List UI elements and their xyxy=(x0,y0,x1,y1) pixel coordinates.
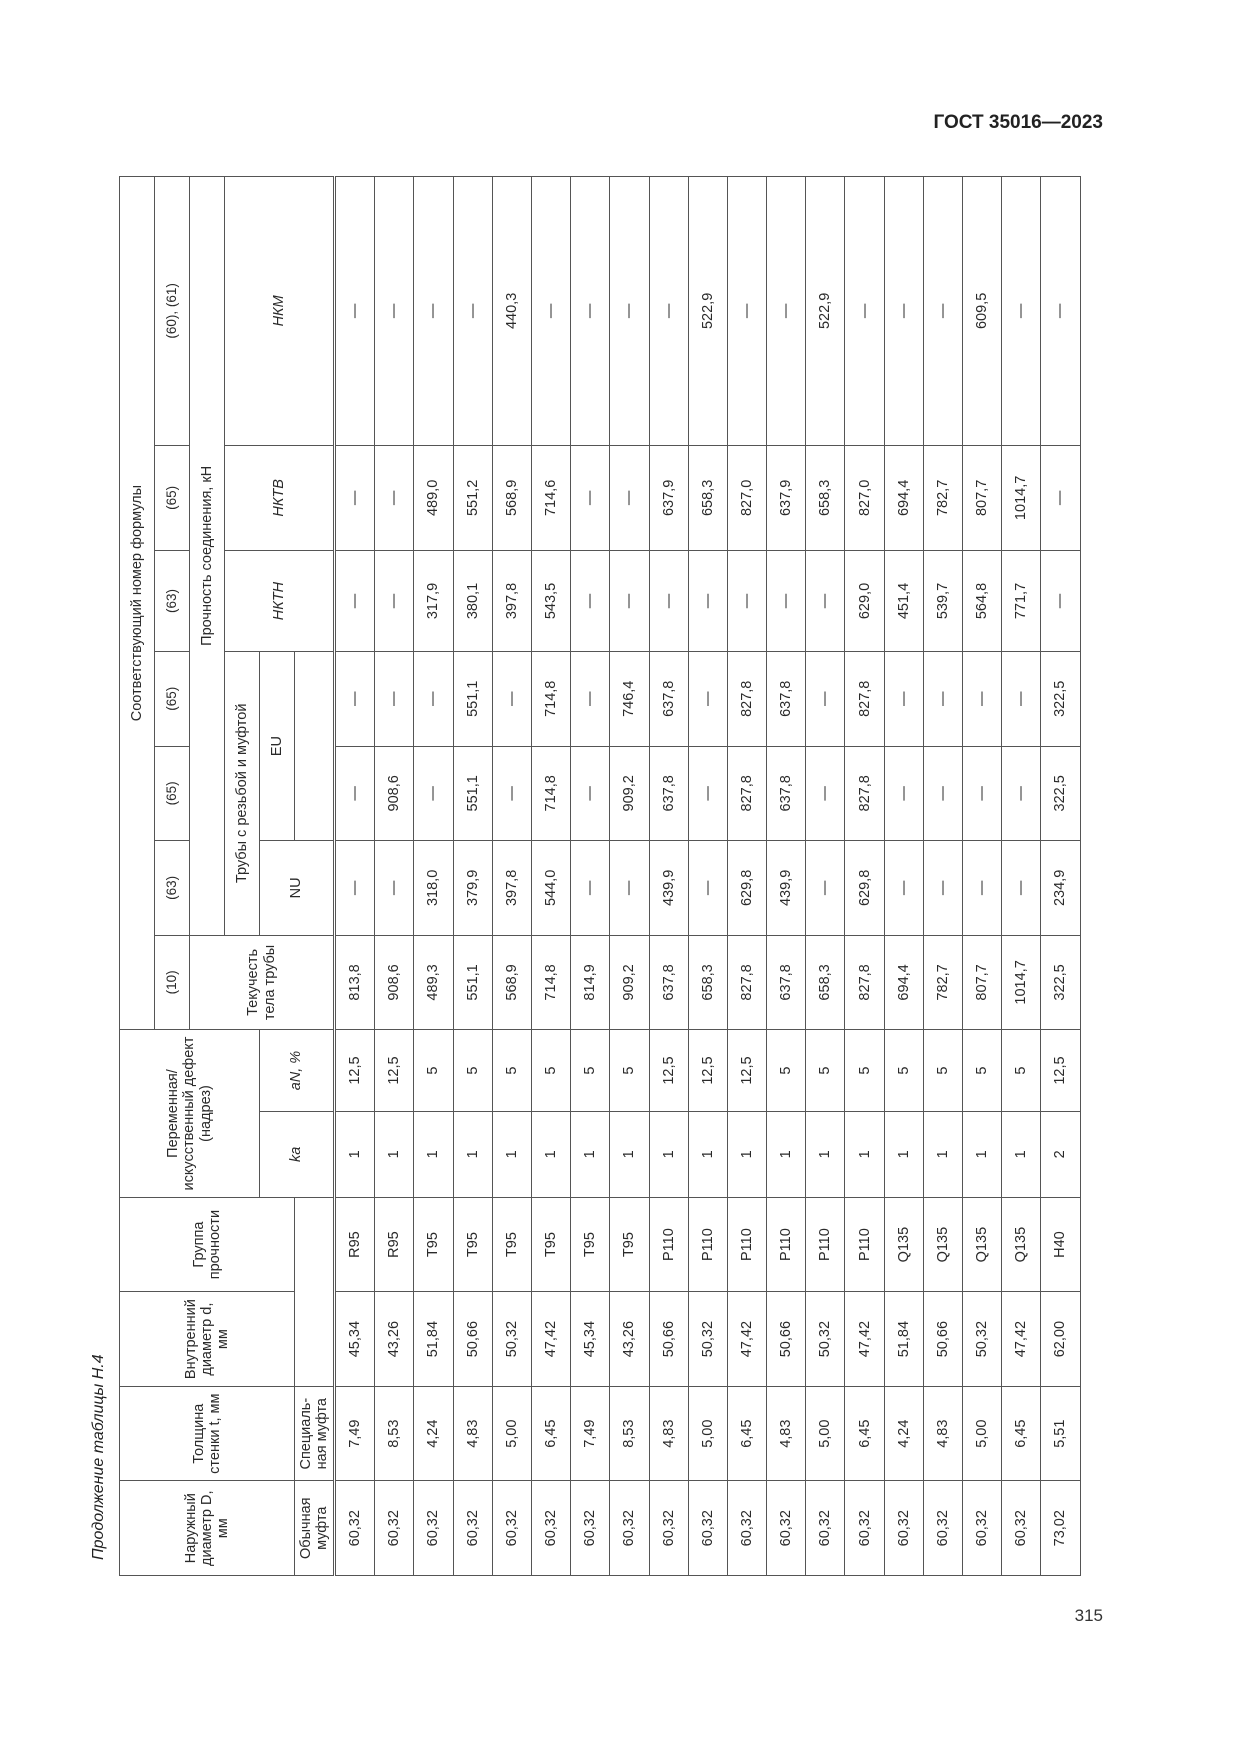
table-cell: 5,51 xyxy=(1041,1386,1080,1481)
table-cell: 322,5 xyxy=(1041,746,1080,841)
table-cell: 771,7 xyxy=(1002,551,1041,652)
table-cell: 50,32 xyxy=(806,1292,845,1387)
header-defect: Переменная/ искусственный дефект (надрез) xyxy=(120,1030,260,1198)
table-cell: 629,8 xyxy=(845,841,884,936)
table-cell: 1014,7 xyxy=(1002,935,1041,1030)
table-row xyxy=(845,177,884,1576)
table-cell: 2 xyxy=(1041,1111,1080,1197)
table-cell: 4,83 xyxy=(923,1386,962,1481)
table-cell: 1 xyxy=(806,1111,845,1197)
header-threaded-coupled: Трубы с резьбой и муфтой xyxy=(225,652,260,936)
table-cell: 50,32 xyxy=(688,1292,727,1387)
table-cell: 1 xyxy=(375,1111,414,1197)
table-cell: T95 xyxy=(492,1197,531,1292)
table-cell: 5 xyxy=(531,1030,570,1112)
table-cell: 47,42 xyxy=(531,1292,570,1387)
table-cell: 5 xyxy=(767,1030,806,1112)
table-cell: 7,49 xyxy=(571,1386,610,1481)
table-cell: — xyxy=(727,551,766,652)
table-cell: — xyxy=(884,652,923,747)
table-cell: 45,34 xyxy=(571,1292,610,1387)
header-formula-65: (65) xyxy=(155,652,190,747)
table-cell: 322,5 xyxy=(1041,935,1080,1030)
table-cell: 51,84 xyxy=(884,1292,923,1387)
header-formula-65: (65) xyxy=(155,445,190,550)
table-cell: — xyxy=(492,652,531,747)
table-cell: 4,24 xyxy=(884,1386,923,1481)
table-cell: 5 xyxy=(492,1030,531,1112)
table-cell: — xyxy=(610,177,649,446)
header-nu: NU xyxy=(260,841,335,936)
table-cell: 60,32 xyxy=(649,1481,688,1576)
header-regular-coupling: Обычная муфта xyxy=(295,1481,335,1576)
table-cell: 60,32 xyxy=(335,1481,375,1576)
table-cell: 1 xyxy=(727,1111,766,1197)
table-cell: 1 xyxy=(1002,1111,1041,1197)
table-cell: 551,1 xyxy=(453,746,492,841)
table-cell: Q135 xyxy=(923,1197,962,1292)
table-cell: 12,5 xyxy=(688,1030,727,1112)
table-cell: 5 xyxy=(806,1030,845,1112)
header-formula-10: (10) xyxy=(155,935,190,1030)
table-continuation-caption: Продолжение таблицы Н.4 xyxy=(90,1354,107,1560)
table-cell: 5,00 xyxy=(963,1386,1002,1481)
table-cell: — xyxy=(806,551,845,652)
table-cell: 539,7 xyxy=(923,551,962,652)
document-standard-number: ГОСТ 35016—2023 xyxy=(933,112,1103,133)
table-cell: — xyxy=(571,841,610,936)
table-cell: 6,45 xyxy=(531,1386,570,1481)
table-cell: — xyxy=(923,652,962,747)
table-cell: 397,8 xyxy=(492,841,531,936)
header-connection-strength: Прочность соединения, кН xyxy=(190,177,225,936)
table-cell: 51,84 xyxy=(414,1292,453,1387)
header-eu: EU xyxy=(260,652,295,841)
table-cell: 60,32 xyxy=(963,1481,1002,1576)
table-cell: — xyxy=(571,551,610,652)
table-row xyxy=(963,177,1002,1576)
table-cell: — xyxy=(335,551,375,652)
table-cell: 47,42 xyxy=(845,1292,884,1387)
table-cell: 827,8 xyxy=(845,652,884,747)
table-cell: 1014,7 xyxy=(1002,445,1041,550)
table-cell: 714,8 xyxy=(531,935,570,1030)
table-row xyxy=(610,177,649,1576)
table-cell: 50,32 xyxy=(963,1292,1002,1387)
table-cell: T95 xyxy=(531,1197,570,1292)
table-cell: — xyxy=(571,445,610,550)
table-cell: 60,32 xyxy=(492,1481,531,1576)
table-cell: 60,32 xyxy=(571,1481,610,1576)
table-cell: 637,8 xyxy=(649,935,688,1030)
table-cell: P110 xyxy=(806,1197,845,1292)
table-cell: 322,5 xyxy=(1041,652,1080,747)
table-cell: 714,8 xyxy=(531,746,570,841)
table-row xyxy=(453,177,492,1576)
table-cell: 658,3 xyxy=(688,445,727,550)
table-cell: — xyxy=(571,746,610,841)
table-cell: — xyxy=(335,746,375,841)
table-cell: 318,0 xyxy=(414,841,453,936)
header-pipe-body-yield: Текучесть тела трубы xyxy=(190,935,335,1030)
table-cell: — xyxy=(571,652,610,747)
table-cell: 8,53 xyxy=(375,1386,414,1481)
table-cell: 439,9 xyxy=(649,841,688,936)
table-cell: 782,7 xyxy=(923,935,962,1030)
table-cell: 1 xyxy=(767,1111,806,1197)
table-cell: 814,9 xyxy=(571,935,610,1030)
table-cell: 1 xyxy=(963,1111,1002,1197)
table-cell: 60,32 xyxy=(884,1481,923,1576)
table-cell: 827,8 xyxy=(727,652,766,747)
table-cell: 7,49 xyxy=(335,1386,375,1481)
table-row xyxy=(375,177,414,1576)
table-cell: 5 xyxy=(1002,1030,1041,1112)
table-cell: 5 xyxy=(414,1030,453,1112)
table-cell: — xyxy=(335,652,375,747)
table-cell: — xyxy=(688,551,727,652)
table-cell: 4,24 xyxy=(414,1386,453,1481)
table-cell: 12,5 xyxy=(1041,1030,1080,1112)
table-cell: T95 xyxy=(453,1197,492,1292)
table-cell: 1 xyxy=(845,1111,884,1197)
header-an: aN, % xyxy=(260,1030,335,1112)
table-cell: 714,6 xyxy=(531,445,570,550)
table-cell: Q135 xyxy=(884,1197,923,1292)
table-cell: 12,5 xyxy=(649,1030,688,1112)
table-cell: — xyxy=(610,841,649,936)
table-cell: 782,7 xyxy=(923,445,962,550)
table-cell: 658,3 xyxy=(688,935,727,1030)
table-cell: 5,00 xyxy=(492,1386,531,1481)
table-cell: 50,66 xyxy=(923,1292,962,1387)
table-cell: 1 xyxy=(923,1111,962,1197)
header-ka: kа xyxy=(260,1111,335,1197)
table-cell: 827,8 xyxy=(845,746,884,841)
table-cell: P110 xyxy=(649,1197,688,1292)
table-cell: — xyxy=(1002,652,1041,747)
table-cell: — xyxy=(806,746,845,841)
table-cell: 60,32 xyxy=(414,1481,453,1576)
table-cell: — xyxy=(649,177,688,446)
table-cell: 380,1 xyxy=(453,551,492,652)
table-cell: 60,32 xyxy=(923,1481,962,1576)
table-cell: 60,32 xyxy=(531,1481,570,1576)
header-nkm: НКМ xyxy=(225,177,335,446)
table-cell: 12,5 xyxy=(335,1030,375,1112)
table-row xyxy=(884,177,923,1576)
table-cell: R95 xyxy=(335,1197,375,1292)
table-cell: — xyxy=(963,841,1002,936)
header-inner-diameter: Внутренний диаметр d, мм xyxy=(120,1292,295,1387)
data-table xyxy=(119,176,1081,1576)
table-row xyxy=(571,177,610,1576)
table-cell: 637,8 xyxy=(767,935,806,1030)
table-cell: T95 xyxy=(610,1197,649,1292)
table-cell: — xyxy=(335,841,375,936)
table-cell: 60,32 xyxy=(610,1481,649,1576)
rotated-table-container xyxy=(119,176,1089,1576)
table-cell: 50,66 xyxy=(767,1292,806,1387)
table-cell: 5 xyxy=(923,1030,962,1112)
table-cell: 5 xyxy=(571,1030,610,1112)
table-cell: 827,8 xyxy=(727,935,766,1030)
table-cell: 629,8 xyxy=(727,841,766,936)
table-cell: 4,83 xyxy=(453,1386,492,1481)
table-cell: — xyxy=(375,551,414,652)
table-cell: — xyxy=(767,551,806,652)
table-cell: T95 xyxy=(414,1197,453,1292)
header-formula-63: (63) xyxy=(155,551,190,652)
table-cell: — xyxy=(414,746,453,841)
table-cell: 908,6 xyxy=(375,746,414,841)
table-cell: — xyxy=(375,177,414,446)
table-cell: 60,32 xyxy=(845,1481,884,1576)
table-cell: 60,32 xyxy=(767,1481,806,1576)
table-cell: 1 xyxy=(531,1111,570,1197)
table-cell: 5,00 xyxy=(806,1386,845,1481)
table-cell: 60,32 xyxy=(688,1481,727,1576)
table-cell: 637,8 xyxy=(649,652,688,747)
table-row xyxy=(1002,177,1041,1576)
table-cell: 5 xyxy=(963,1030,1002,1112)
header-formula-65: (65) xyxy=(155,746,190,841)
table-cell: — xyxy=(923,177,962,446)
table-cell: — xyxy=(1002,746,1041,841)
table-cell: 568,9 xyxy=(492,935,531,1030)
table-cell: — xyxy=(1002,841,1041,936)
header-strength-group: Группа прочности xyxy=(120,1197,295,1292)
table-cell: 60,32 xyxy=(806,1481,845,1576)
table-cell: H40 xyxy=(1041,1197,1080,1292)
table-row xyxy=(688,177,727,1576)
table-cell: 47,42 xyxy=(727,1292,766,1387)
table-cell: 73,02 xyxy=(1041,1481,1080,1576)
table-cell: 807,7 xyxy=(963,935,1002,1030)
table-cell: — xyxy=(453,177,492,446)
table-cell: — xyxy=(649,551,688,652)
table-cell: 1 xyxy=(688,1111,727,1197)
table-cell: 909,2 xyxy=(610,935,649,1030)
table-cell: 807,7 xyxy=(963,445,1002,550)
table-cell: 60,32 xyxy=(1002,1481,1041,1576)
header-nktn: НКТН xyxy=(225,551,335,652)
table-cell: 439,9 xyxy=(767,841,806,936)
table-cell: — xyxy=(1002,177,1041,446)
table-cell: — xyxy=(335,445,375,550)
table-cell: R95 xyxy=(375,1197,414,1292)
table-cell: — xyxy=(806,652,845,747)
table-cell: 827,0 xyxy=(845,445,884,550)
table-cell: 909,2 xyxy=(610,746,649,841)
table-cell: Q135 xyxy=(1002,1197,1041,1292)
table-row xyxy=(335,177,375,1576)
table-cell: 629,0 xyxy=(845,551,884,652)
table-cell: 6,45 xyxy=(845,1386,884,1481)
header-outer-diameter: Наружный диаметр D, мм xyxy=(120,1481,295,1576)
table-cell: 694,4 xyxy=(884,445,923,550)
table-cell: — xyxy=(727,177,766,446)
table-cell: — xyxy=(610,445,649,550)
table-cell: 551,1 xyxy=(453,652,492,747)
table-row xyxy=(492,177,531,1576)
table-cell: 5 xyxy=(610,1030,649,1112)
table-cell: — xyxy=(531,177,570,446)
table-cell: — xyxy=(375,652,414,747)
table-row xyxy=(414,177,453,1576)
table-cell: 1 xyxy=(610,1111,649,1197)
table-cell: 5 xyxy=(453,1030,492,1112)
table-cell: 543,5 xyxy=(531,551,570,652)
table-row xyxy=(649,177,688,1576)
table-cell: 1 xyxy=(453,1111,492,1197)
table-cell: — xyxy=(1041,445,1080,550)
table-cell: 564,8 xyxy=(963,551,1002,652)
table-cell: — xyxy=(963,652,1002,747)
table-cell: 714,8 xyxy=(531,652,570,747)
table-cell: — xyxy=(414,177,453,446)
table-cell: 60,32 xyxy=(727,1481,766,1576)
table-cell: 1 xyxy=(571,1111,610,1197)
table-cell: 746,4 xyxy=(610,652,649,747)
table-cell: 397,8 xyxy=(492,551,531,652)
table-cell: 451,4 xyxy=(884,551,923,652)
table-cell: 827,0 xyxy=(727,445,766,550)
header-formula-63: (63) xyxy=(155,841,190,936)
table-cell: — xyxy=(375,445,414,550)
header-formula-60-61: (60), (61) xyxy=(155,177,190,446)
table-cell: 522,9 xyxy=(806,177,845,446)
table-cell: — xyxy=(375,841,414,936)
table-cell: 609,5 xyxy=(963,177,1002,446)
table-cell: 658,3 xyxy=(806,445,845,550)
table-cell: 5 xyxy=(845,1030,884,1112)
table-cell: 50,32 xyxy=(492,1292,531,1387)
table-row xyxy=(923,177,962,1576)
table-cell: — xyxy=(688,652,727,747)
table-cell: 813,8 xyxy=(335,935,375,1030)
table-cell: 234,9 xyxy=(1041,841,1080,936)
table-cell: 5,00 xyxy=(688,1386,727,1481)
header-formula-number: Соответствующий номер формулы xyxy=(120,177,155,1030)
table-cell: P110 xyxy=(688,1197,727,1292)
table-cell: P110 xyxy=(845,1197,884,1292)
table-cell: 1 xyxy=(335,1111,375,1197)
table-cell: 489,3 xyxy=(414,935,453,1030)
table-cell: — xyxy=(688,746,727,841)
table-cell: 637,9 xyxy=(649,445,688,550)
header-wall-thickness: Толщина стенки t, мм xyxy=(120,1386,295,1481)
table-cell: 544,0 xyxy=(531,841,570,936)
table-cell: — xyxy=(335,177,375,446)
table-cell: 12,5 xyxy=(375,1030,414,1112)
table-cell: — xyxy=(767,177,806,446)
table-cell: 8,53 xyxy=(610,1386,649,1481)
table-cell: 551,2 xyxy=(453,445,492,550)
table-cell: — xyxy=(884,746,923,841)
table-body xyxy=(335,177,1081,1576)
table-cell: 317,9 xyxy=(414,551,453,652)
table-cell: 12,5 xyxy=(727,1030,766,1112)
table-cell: 5 xyxy=(884,1030,923,1112)
table-cell: 827,8 xyxy=(727,746,766,841)
table-row xyxy=(806,177,845,1576)
table-cell: 60,32 xyxy=(453,1481,492,1576)
table-cell: 637,8 xyxy=(649,746,688,841)
table-cell: 1 xyxy=(492,1111,531,1197)
page-number: 315 xyxy=(1074,1606,1103,1625)
table-cell: 62,00 xyxy=(1041,1292,1080,1387)
table-cell: — xyxy=(884,177,923,446)
table-cell: — xyxy=(845,177,884,446)
table-cell: — xyxy=(923,746,962,841)
table-row xyxy=(1041,177,1080,1576)
table-cell: 637,8 xyxy=(767,652,806,747)
table-cell: P110 xyxy=(727,1197,766,1292)
table-cell: 1 xyxy=(884,1111,923,1197)
table-cell: 827,8 xyxy=(845,935,884,1030)
table-cell: 637,8 xyxy=(767,746,806,841)
table-cell: T95 xyxy=(571,1197,610,1292)
table-cell: 6,45 xyxy=(727,1386,766,1481)
table-cell: — xyxy=(963,746,1002,841)
table-cell: 47,42 xyxy=(1002,1292,1041,1387)
table-cell: 440,3 xyxy=(492,177,531,446)
table-cell: 50,66 xyxy=(649,1292,688,1387)
table-cell: — xyxy=(492,746,531,841)
table-cell: — xyxy=(806,841,845,936)
table-cell: 50,66 xyxy=(453,1292,492,1387)
table-cell: 568,9 xyxy=(492,445,531,550)
table-cell: — xyxy=(884,841,923,936)
table-cell: 694,4 xyxy=(884,935,923,1030)
header-special-coupling: Специаль-ная муфта xyxy=(295,1386,335,1481)
table-cell: 4,83 xyxy=(649,1386,688,1481)
table-cell: — xyxy=(923,841,962,936)
table-cell: 43,26 xyxy=(375,1292,414,1387)
table-cell: — xyxy=(688,841,727,936)
table-cell: — xyxy=(1041,551,1080,652)
header-nktv: НКТВ xyxy=(225,445,335,550)
table-row xyxy=(531,177,570,1576)
table-cell: 908,6 xyxy=(375,935,414,1030)
table-cell: — xyxy=(414,652,453,747)
table-cell: 43,26 xyxy=(610,1292,649,1387)
table-cell: 637,9 xyxy=(767,445,806,550)
table-cell: P110 xyxy=(767,1197,806,1292)
table-cell: 379,9 xyxy=(453,841,492,936)
table-cell: 4,83 xyxy=(767,1386,806,1481)
table-cell: 45,34 xyxy=(335,1292,375,1387)
table-cell: 1 xyxy=(414,1111,453,1197)
table-cell: 1 xyxy=(649,1111,688,1197)
table-cell: 522,9 xyxy=(688,177,727,446)
table-cell: Q135 xyxy=(963,1197,1002,1292)
table-cell: 658,3 xyxy=(806,935,845,1030)
table-cell: 60,32 xyxy=(375,1481,414,1576)
table-row xyxy=(767,177,806,1576)
table-cell: — xyxy=(571,177,610,446)
table-cell: 551,1 xyxy=(453,935,492,1030)
table-row xyxy=(727,177,766,1576)
table-cell: 6,45 xyxy=(1002,1386,1041,1481)
table-cell: 489,0 xyxy=(414,445,453,550)
table-cell: — xyxy=(1041,177,1080,446)
table-cell: — xyxy=(610,551,649,652)
